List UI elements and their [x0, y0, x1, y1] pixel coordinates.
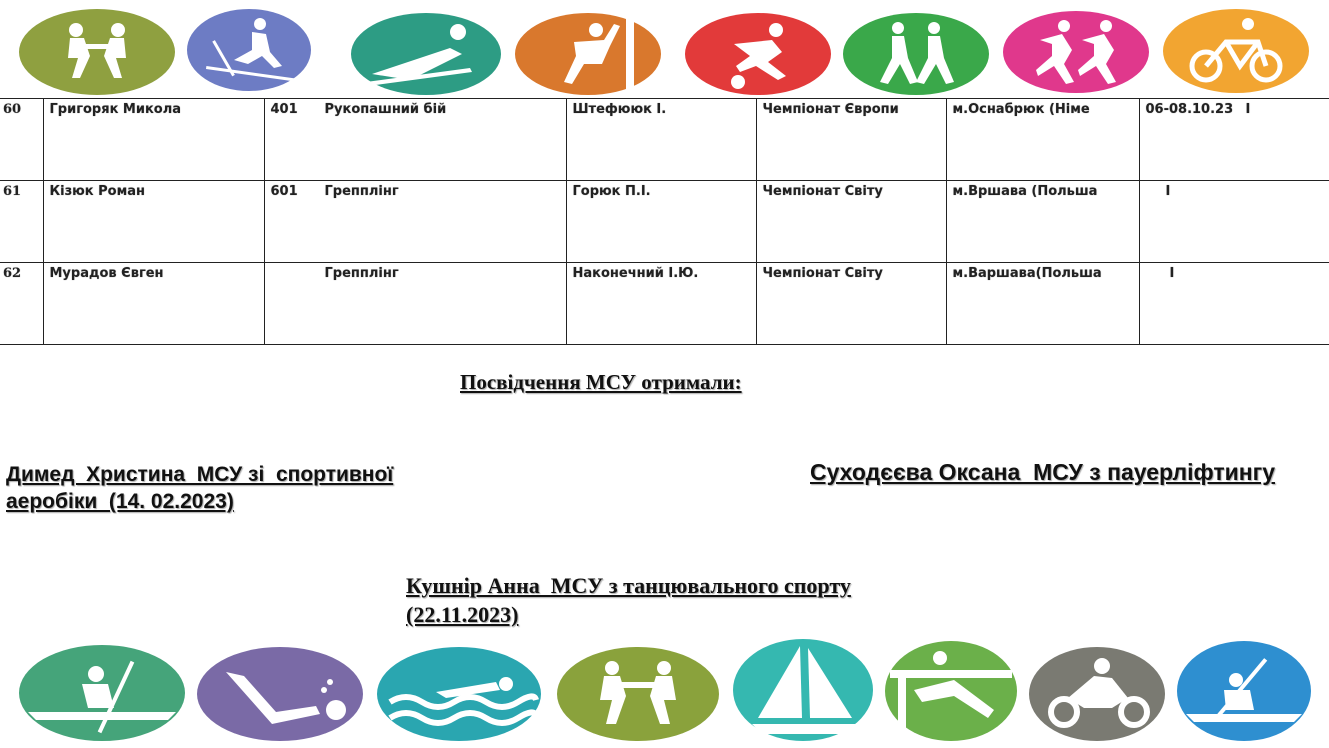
diving-icon [196, 646, 364, 742]
athlete-name: Кізюк Роман [43, 181, 264, 263]
wrestling-icon [556, 646, 720, 742]
cycling-icon [1162, 8, 1310, 94]
coach-name: Штефююк І. [566, 99, 756, 181]
table-row [0, 99, 1329, 181]
award-left-line2: аеробіки (14. 02.2023) [6, 490, 234, 513]
canoe-icon [18, 644, 186, 742]
sport-name: Грепплінг [324, 184, 399, 199]
sport-code: 401 [270, 102, 298, 117]
athlete-name: Мурадов Євген [43, 263, 264, 345]
bobsleigh-icon [350, 12, 502, 96]
award-center-line1: Кушнір Анна МСУ з танцювального спорту [406, 573, 851, 598]
motorcycle-icon [1028, 646, 1166, 742]
top-sport-icons [0, 4, 1329, 96]
msu-heading: Посвідчення МСУ отримали: [460, 370, 742, 394]
sailing-icon [732, 638, 874, 742]
sport-name: Грепплінг [324, 266, 399, 281]
table-row [0, 181, 1329, 263]
sport-name: Рукопашний бій [324, 102, 447, 117]
event-name: Чемпіонат Світу [756, 263, 946, 345]
ski-icon [186, 8, 312, 92]
event-dates: 06-08.10.23 [1145, 102, 1234, 117]
award-left [6, 461, 446, 515]
sport-cell [264, 99, 566, 181]
swimming-icon [376, 646, 542, 742]
kayak-icon [1176, 640, 1312, 742]
event-name: Чемпіонат Європи [756, 99, 946, 181]
climbing-icon [514, 12, 662, 96]
award-left-line1: Димед Христина МСУ зі спортивної [6, 463, 394, 486]
place-rank: І [1169, 266, 1175, 281]
award-center-line2: (22.11.2023) [406, 602, 519, 627]
row-number: 60 [0, 99, 43, 181]
running-icon [1002, 10, 1150, 94]
place-rank: І [1245, 102, 1251, 117]
row-number: 61 [0, 181, 43, 263]
martial-arts-icon [18, 8, 176, 96]
result-cell [1139, 181, 1329, 263]
sport-cell [264, 263, 566, 345]
sport-cell [264, 181, 566, 263]
place-rank: І [1165, 184, 1171, 199]
row-number: 62 [0, 263, 43, 345]
gymnastics-icon [884, 640, 1018, 742]
results-table [0, 98, 1329, 345]
coach-name: Наконечний І.Ю. [566, 263, 756, 345]
result-cell [1139, 263, 1329, 345]
event-place: м.Оснабрюк (Німе [946, 99, 1139, 181]
bottom-sport-icons [0, 634, 1329, 748]
result-cell [1139, 99, 1329, 181]
event-place: м.Варшава(Польша [946, 263, 1139, 345]
award-right: Суходєєва Оксана МСУ з пауерліфтингу [810, 459, 1276, 485]
table-row [0, 263, 1329, 345]
event-place: м.Вршава (Польша [946, 181, 1139, 263]
sport-code: 601 [270, 184, 298, 199]
football-icon [684, 12, 832, 96]
award-center [406, 571, 926, 629]
event-name: Чемпіонат Світу [756, 181, 946, 263]
athlete-name: Григоряк Микола [43, 99, 264, 181]
coach-name: Горюк П.І. [566, 181, 756, 263]
walking-icon [842, 12, 990, 96]
